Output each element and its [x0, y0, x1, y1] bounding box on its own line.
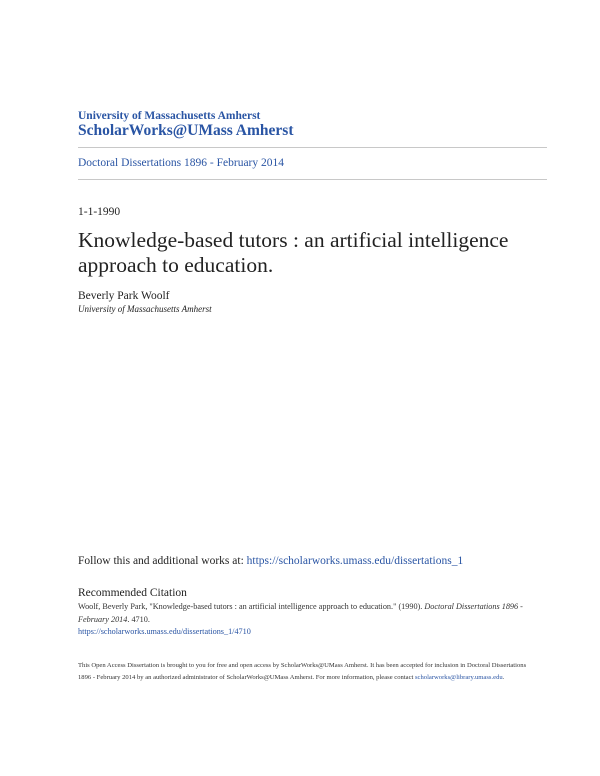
citation-text: Woolf, Beverly Park, "Knowledge-based tutors : an artificial intelligence approach to education." (1990). [78, 602, 425, 611]
notice-text: This Open Access Dissertation is brought to you for free and open access by ScholarWorks@UMass Amherst. It has been accepted for inclusion in Doctoral Dissertations 1896 - February 2014 by an authorized administrator of ScholarWorks@UMass Amherst. For more information, please contact [78, 662, 527, 681]
open-access-notice [78, 660, 540, 683]
recommended-citation [78, 601, 540, 639]
contact-email-link[interactable]: scholarworks@library.umass.edu [414, 673, 503, 681]
citation-number: . 4710. [127, 614, 150, 624]
document-title: Knowledge-based tutors : an artificial intelligence approach to education. [78, 228, 509, 277]
collection-link[interactable]: Doctoral Dissertations 1896 - February 2014 [78, 157, 285, 169]
repository-name[interactable]: ScholarWorks@UMass Amherst [78, 122, 294, 139]
follow-label: Follow this and additional works at: [78, 555, 247, 567]
follow-link[interactable]: https://scholarworks.umass.edu/dissertations_1 [246, 555, 464, 567]
author-affiliation: University of Massachusetts Amherst [78, 304, 212, 314]
follow-line [78, 555, 463, 567]
publication-date: 1-1-1990 [78, 206, 121, 218]
author-name: Beverly Park Woolf [78, 290, 170, 302]
citation-source: Doctoral Dissertations 1896 - February 2014 [78, 602, 523, 624]
divider-top [78, 147, 547, 148]
citation-link[interactable]: https://scholarworks.umass.edu/dissertations_1/4710 [78, 627, 251, 636]
institution-name[interactable]: University of Massachusetts Amherst [78, 110, 261, 122]
recommended-citation-heading: Recommended Citation [78, 587, 187, 599]
divider-bottom [78, 179, 547, 180]
notice-end: . [502, 673, 505, 681]
